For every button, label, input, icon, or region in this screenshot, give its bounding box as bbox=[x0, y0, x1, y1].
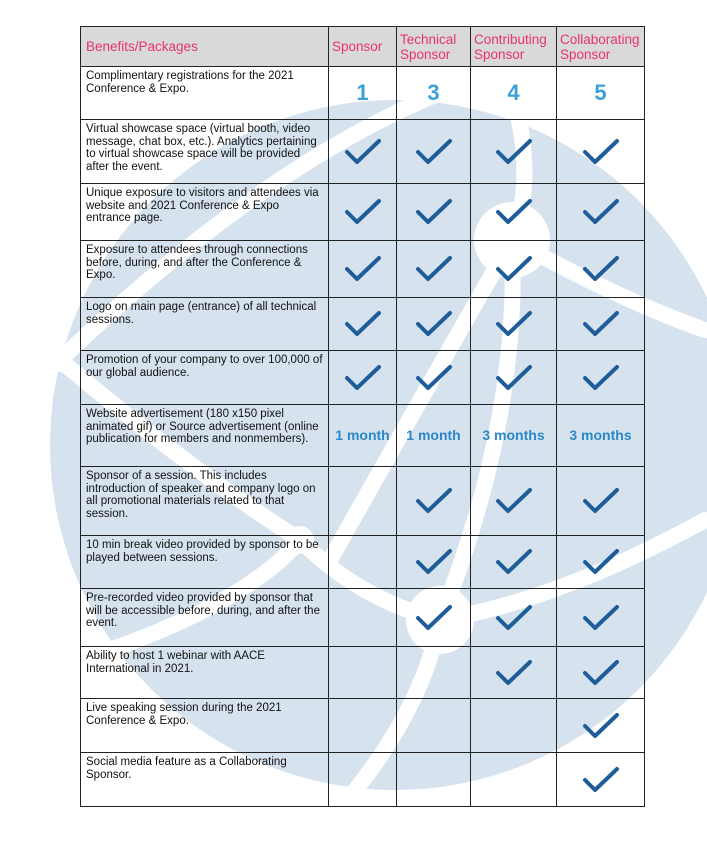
benefit-description: Exposure to attendees through connections before, during, and after the Conference & Expo. bbox=[81, 241, 329, 298]
header-row bbox=[81, 27, 645, 67]
checkmark-icon bbox=[414, 547, 454, 577]
contributing-sponsor-cell bbox=[471, 536, 557, 589]
checkmark-icon bbox=[414, 254, 454, 284]
collaborating-sponsor-cell bbox=[557, 298, 645, 351]
benefit-description: Unique exposure to visitors and attendees via website and 2021 Conference & Expo entrance page. bbox=[81, 184, 329, 241]
checkmark-icon bbox=[581, 197, 621, 227]
sponsor-empty-cell bbox=[329, 536, 397, 589]
contributing-sponsor-cell bbox=[471, 241, 557, 298]
checkmark-icon bbox=[581, 309, 621, 339]
technical-sponsor-cell bbox=[397, 536, 471, 589]
checkmark-icon bbox=[581, 711, 621, 741]
checkmark-icon bbox=[414, 486, 454, 516]
technical-sponsor-cell bbox=[397, 184, 471, 241]
checkmark-icon bbox=[414, 363, 454, 393]
checkmark-icon bbox=[581, 363, 621, 393]
collaborating-sponsor-cell bbox=[557, 351, 645, 405]
collaborating-sponsor-cell bbox=[557, 753, 645, 807]
advertisement-duration: 3 months bbox=[569, 426, 632, 443]
technical-sponsor-cell bbox=[397, 241, 471, 298]
benefit-description: Live speaking session during the 2021 Conference & Expo. bbox=[81, 699, 329, 753]
collaborating-sponsor-cell bbox=[557, 647, 645, 699]
header-benefits: Benefits/Packages bbox=[81, 27, 329, 67]
contributing-sponsor-cell bbox=[471, 467, 557, 536]
technical-sponsor-empty-cell bbox=[397, 699, 471, 753]
benefit-description: Sponsor of a session. This includes introduction of speaker and company logo on all promotional materials related to that session. bbox=[81, 467, 329, 536]
benefit-description: Social media feature as a Collaborating Sponsor. bbox=[81, 753, 329, 807]
benefit-description: Virtual showcase space (virtual booth, video message, chat box, etc.). Analytics pertaining to virtual showcase space will be provided after the event. bbox=[81, 120, 329, 184]
contributing-sponsor-cell bbox=[471, 351, 557, 405]
sponsor-empty-cell bbox=[329, 753, 397, 807]
header-sponsor: Sponsor bbox=[329, 27, 397, 67]
checkmark-icon bbox=[581, 254, 621, 284]
benefit-description: Pre-recorded video provided by sponsor that will be accessible before, during, and after the event. bbox=[81, 589, 329, 647]
table-row bbox=[81, 67, 645, 120]
contributing-sponsor-empty-cell bbox=[471, 753, 557, 807]
collaborating-sponsor-cell bbox=[557, 184, 645, 241]
table-row bbox=[81, 120, 645, 184]
collaborating-sponsor-cell bbox=[557, 536, 645, 589]
sponsor-empty-cell bbox=[329, 467, 397, 536]
collaborating-sponsor-duration bbox=[557, 405, 645, 467]
advertisement-duration: 1 month bbox=[406, 426, 461, 443]
technical-sponsor-registrations bbox=[397, 67, 471, 120]
sponsor-empty-cell bbox=[329, 647, 397, 699]
registration-count: 5 bbox=[594, 80, 607, 105]
checkmark-icon bbox=[581, 603, 621, 633]
technical-sponsor-cell bbox=[397, 467, 471, 536]
contributing-sponsor-cell bbox=[471, 298, 557, 351]
sponsor-cell bbox=[329, 351, 397, 405]
header-technical-sponsor: Technical Sponsor bbox=[397, 27, 471, 67]
header-contributing-sponsor: Contributing Sponsor bbox=[471, 27, 557, 67]
checkmark-icon bbox=[343, 254, 383, 284]
checkmark-icon bbox=[343, 197, 383, 227]
contributing-sponsor-empty-cell bbox=[471, 699, 557, 753]
header-collaborating-sponsor: Collaborating Sponsor bbox=[557, 27, 645, 67]
contributing-sponsor-cell bbox=[471, 120, 557, 184]
checkmark-icon bbox=[343, 309, 383, 339]
checkmark-icon bbox=[581, 658, 621, 688]
checkmark-icon bbox=[494, 486, 534, 516]
contributing-sponsor-registrations bbox=[471, 67, 557, 120]
technical-sponsor-cell bbox=[397, 351, 471, 405]
checkmark-icon bbox=[494, 309, 534, 339]
checkmark-icon bbox=[414, 197, 454, 227]
sponsor-cell bbox=[329, 184, 397, 241]
contributing-sponsor-cell bbox=[471, 184, 557, 241]
table-row bbox=[81, 753, 645, 807]
checkmark-icon bbox=[414, 603, 454, 633]
benefit-description: Promotion of your company to over 100,000 of our global audience. bbox=[81, 351, 329, 405]
sponsor-registrations bbox=[329, 67, 397, 120]
registration-count: 1 bbox=[356, 80, 369, 105]
technical-sponsor-duration bbox=[397, 405, 471, 467]
checkmark-icon bbox=[494, 197, 534, 227]
sponsor-cell bbox=[329, 241, 397, 298]
technical-sponsor-cell bbox=[397, 298, 471, 351]
advertisement-duration: 1 month bbox=[335, 426, 390, 443]
table-row bbox=[81, 589, 645, 647]
table-row bbox=[81, 467, 645, 536]
sponsor-empty-cell bbox=[329, 589, 397, 647]
table-row bbox=[81, 241, 645, 298]
table-row bbox=[81, 351, 645, 405]
sponsor-duration bbox=[329, 405, 397, 467]
checkmark-icon bbox=[494, 137, 534, 167]
checkmark-icon bbox=[581, 137, 621, 167]
checkmark-icon bbox=[414, 137, 454, 167]
sponsor-cell bbox=[329, 120, 397, 184]
benefit-description: Website advertisement (180 x150 pixel animated gif) or Source advertisement (online publication for members and nonmembers). bbox=[81, 405, 329, 467]
collaborating-sponsor-registrations bbox=[557, 67, 645, 120]
checkmark-icon bbox=[494, 254, 534, 284]
registration-count: 4 bbox=[507, 80, 520, 105]
collaborating-sponsor-cell bbox=[557, 699, 645, 753]
contributing-sponsor-cell bbox=[471, 647, 557, 699]
checkmark-icon bbox=[343, 137, 383, 167]
checkmark-icon bbox=[494, 658, 534, 688]
sponsor-cell bbox=[329, 298, 397, 351]
benefit-description: Logo on main page (entrance) of all technical sessions. bbox=[81, 298, 329, 351]
contributing-sponsor-duration bbox=[471, 405, 557, 467]
checkmark-icon bbox=[414, 309, 454, 339]
table-row bbox=[81, 536, 645, 589]
technical-sponsor-cell bbox=[397, 589, 471, 647]
checkmark-icon bbox=[581, 765, 621, 795]
contributing-sponsor-cell bbox=[471, 589, 557, 647]
collaborating-sponsor-cell bbox=[557, 589, 645, 647]
advertisement-duration: 3 months bbox=[482, 426, 545, 443]
collaborating-sponsor-cell bbox=[557, 241, 645, 298]
checkmark-icon bbox=[494, 603, 534, 633]
technical-sponsor-empty-cell bbox=[397, 753, 471, 807]
technical-sponsor-empty-cell bbox=[397, 647, 471, 699]
table-row bbox=[81, 184, 645, 241]
technical-sponsor-cell bbox=[397, 120, 471, 184]
checkmark-icon bbox=[581, 547, 621, 577]
checkmark-icon bbox=[494, 363, 534, 393]
benefit-description: Ability to host 1 webinar with AACE International in 2021. bbox=[81, 647, 329, 699]
checkmark-icon bbox=[343, 363, 383, 393]
registration-count: 3 bbox=[427, 80, 440, 105]
checkmark-icon bbox=[581, 486, 621, 516]
table-row bbox=[81, 298, 645, 351]
benefit-description: Complimentary registrations for the 2021 Conference & Expo. bbox=[81, 67, 329, 120]
benefit-description: 10 min break video provided by sponsor to be played between sessions. bbox=[81, 536, 329, 589]
table-row bbox=[81, 405, 645, 467]
collaborating-sponsor-cell bbox=[557, 467, 645, 536]
collaborating-sponsor-cell bbox=[557, 120, 645, 184]
checkmark-icon bbox=[494, 547, 534, 577]
benefits-table bbox=[80, 26, 645, 807]
table-row bbox=[81, 699, 645, 753]
table-row bbox=[81, 647, 645, 699]
sponsor-empty-cell bbox=[329, 699, 397, 753]
